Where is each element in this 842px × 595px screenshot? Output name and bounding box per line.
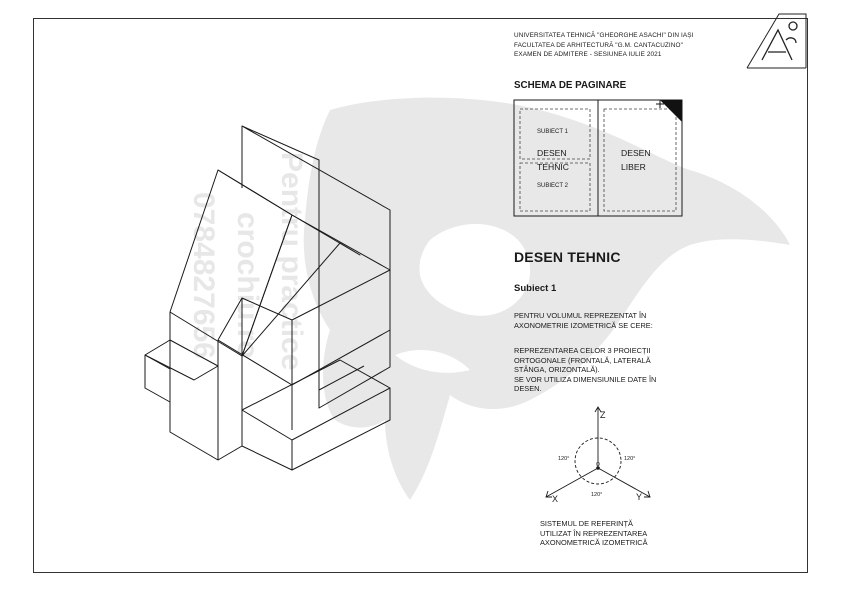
instruction-paragraph-1: PENTRU VOLUMUL REPREZENTAT ÎN AXONOMETRIE IZOMETRICĂ SE CERE: [514, 311, 653, 330]
axis-origin-label: O [596, 462, 600, 468]
axis-y-label: Y [636, 492, 643, 502]
angle-right-label: 120° [624, 456, 636, 462]
schema-title: SCHEMA DE PAGINARE [514, 80, 627, 91]
subject-label: Subiect 1 [514, 283, 557, 294]
header-line-2: FACULTATEA DE ARHITECTURĂ "G.M. CANTACUZINO" [514, 41, 683, 49]
axis-x-label: X [552, 494, 559, 504]
schema-desen-liber-2: LIBER [621, 162, 646, 172]
axis-caption: SISTEMUL DE REFERINȚĂ UTILIZAT ÎN REPREZENTAREA AXONOMETRICĂ IZOMETRICĂ [540, 519, 648, 547]
watermark-line-3: 0784827656 [187, 192, 220, 359]
section-title: DESEN TEHNIC [514, 249, 621, 265]
instruction-paragraph-2: REPREZENTAREA CELOR 3 PROIECȚII ORTOGONALE (FRONTALĂ, LATERALĂ STÂNGA, ORIZONTALĂ). SE VOR UTILIZA DIMENSIUNILE DATE ÎN DESEN. [514, 346, 657, 393]
angle-bottom-label: 120° [591, 492, 603, 498]
watermark-line-1: Pentru practice [275, 152, 308, 371]
schema-desen-tehnic-1: DESEN [537, 148, 567, 158]
watermark-line-2: crochiu.ro [231, 212, 264, 359]
angle-left-label: 120° [558, 456, 570, 462]
header-line-3: EXAMEN DE ADMITERE - SESIUNEA IULIE 2021 [514, 51, 662, 59]
header-line-1: UNIVERSITATEA TEHNICĂ "GHEORGHE ASACHI" DIN IAȘI [514, 32, 694, 39]
schema-desen-liber-1: DESEN [621, 148, 651, 158]
axis-z-label: Z [600, 410, 606, 420]
schema-subject-2: SUBIECT 2 [537, 183, 568, 189]
schema-desen-tehnic-2: TEHNIC [537, 162, 569, 172]
schema-subject-1: SUBIECT 1 [537, 129, 568, 135]
